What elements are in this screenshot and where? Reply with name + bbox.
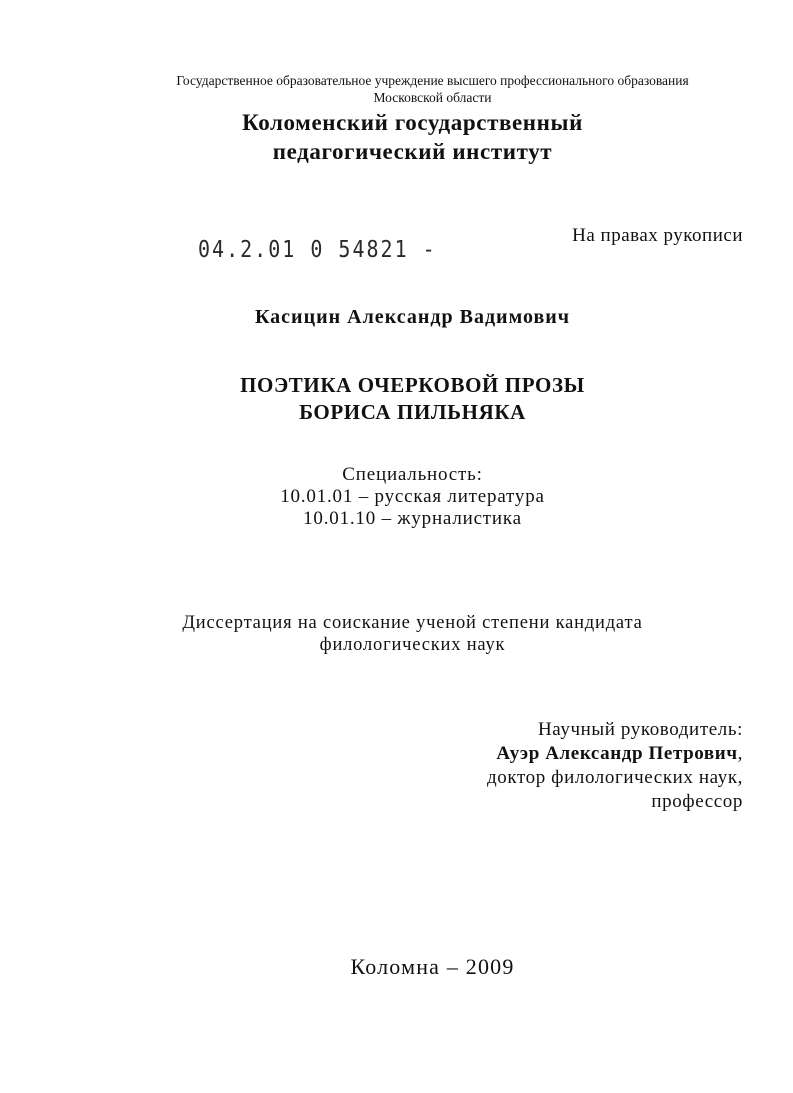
inventory-number-stamp: 04.2.01 0 54821 - <box>198 235 437 263</box>
institute-name-line-2: педагогический институт <box>272 139 553 164</box>
supervisor-degree: доктор филологических наук, <box>487 767 743 788</box>
supervisor-label: Научный руководитель: <box>537 719 743 740</box>
supervisor-name-line <box>487 742 743 766</box>
title-line-2: БОРИСА ПИЛЬНЯКА <box>299 400 526 424</box>
title-line-1: ПОЭТИКА ОЧЕРКОВОЙ ПРОЗЫ <box>240 373 585 397</box>
supervisor-block <box>487 718 743 814</box>
manuscript-rights-note: На правах рукописи <box>572 225 743 246</box>
dissertation-degree <box>20 612 793 656</box>
dissertation-title <box>20 372 793 426</box>
specialty-label: Специальность: <box>342 464 483 485</box>
place-and-year: Коломна – 2009 <box>350 954 515 979</box>
institute-name-line-1: Коломенский государственный <box>242 110 583 135</box>
author-name: Касицин Александр Вадимович <box>254 306 571 328</box>
organization-line-1: Государственное образовательное учреждение высшего профессионального образования <box>176 73 689 88</box>
supervisor-title: профессор <box>651 791 743 812</box>
specialty-block <box>20 464 793 530</box>
supervisor-name: Ауэр Александр Петрович <box>496 743 738 764</box>
institute-name <box>20 108 793 166</box>
supervisor-name-comma: , <box>737 743 743 764</box>
specialty-item-2: 10.01.10 – журналистика <box>303 508 522 529</box>
organization-line-2: Московской области <box>373 90 492 105</box>
degree-line-2: филологических наук <box>319 635 506 655</box>
degree-line-1: Диссертация на соискание ученой степени кандидата <box>182 613 643 633</box>
organization-header <box>40 72 793 106</box>
specialty-item-1: 10.01.01 – русская литература <box>280 486 545 507</box>
